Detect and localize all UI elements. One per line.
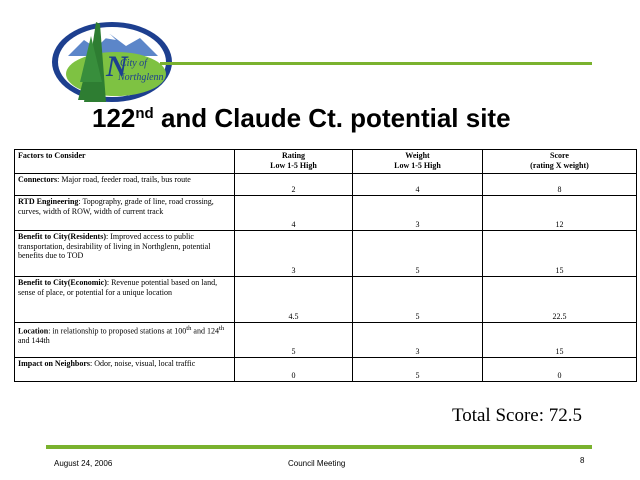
footer-meeting: Council Meeting	[288, 459, 346, 468]
score-cell: 0	[483, 358, 637, 382]
rating-cell: 4	[235, 196, 353, 231]
rating-cell: 4.5	[235, 277, 353, 323]
footer-date: August 24, 2006	[54, 459, 113, 468]
weight-cell: 5	[353, 277, 483, 323]
table-header-row	[15, 150, 637, 174]
table-row	[15, 323, 637, 358]
rating-cell: 5	[235, 323, 353, 358]
footer-divider	[46, 445, 592, 449]
table-row	[15, 358, 637, 382]
score-cell: 8	[483, 174, 637, 196]
weight-cell: 3	[353, 323, 483, 358]
table-row	[15, 277, 637, 323]
header-divider	[160, 62, 592, 65]
factor-description: Benefit to City(Residents): Improved access to public transportation, desirability of living in Northglenn, potential benefits due to TOD	[15, 231, 235, 277]
weight-cell: 5	[353, 358, 483, 382]
rating-cell: 3	[235, 231, 353, 277]
factor-description: Location: in relationship to proposed stations at 100th and 124th and 144th	[15, 323, 235, 358]
svg-text:City of: City of	[120, 58, 147, 69]
rating-cell: 0	[235, 358, 353, 382]
page-number: 8	[580, 456, 585, 465]
svg-text:N: N	[106, 50, 128, 83]
table-row	[15, 174, 637, 196]
factor-column-header: Factors to Consider	[15, 150, 235, 174]
factor-description: Connectors: Major road, feeder road, trails, bus route	[15, 174, 235, 196]
score-cell: 15	[483, 231, 637, 277]
rating-cell: 2	[235, 174, 353, 196]
factor-description: RTD Engineering: Topography, grade of line, road crossing, curves, width of ROW, width of current track	[15, 196, 235, 231]
rating-column-header: Rating Low 1-5 High	[235, 150, 353, 174]
weight-cell: 4	[353, 174, 483, 196]
slide-title: 122nd and Claude Ct. potential site	[92, 103, 511, 133]
svg-text:Northglenn: Northglenn	[118, 72, 164, 83]
total-score: Total Score: 72.5	[451, 405, 582, 426]
score-cell: 22.5	[483, 277, 637, 323]
weight-column-header: Weight Low 1-5 High	[353, 150, 483, 174]
site-rating-table	[14, 149, 637, 382]
city-of-northglenn-logo	[44, 16, 174, 108]
weight-cell: 5	[353, 231, 483, 277]
score-cell: 12	[483, 196, 637, 231]
weight-cell: 3	[353, 196, 483, 231]
score-cell: 15	[483, 323, 637, 358]
factor-description: Impact on Neighbors: Odor, noise, visual, local traffic	[15, 358, 235, 382]
table-row	[15, 196, 637, 231]
table-row	[15, 231, 637, 277]
score-column-header: Score (rating X weight)	[483, 150, 637, 174]
factor-description: Benefit to City(Economic): Revenue potential based on land, sense of place, or potential for a unique location	[15, 277, 235, 323]
